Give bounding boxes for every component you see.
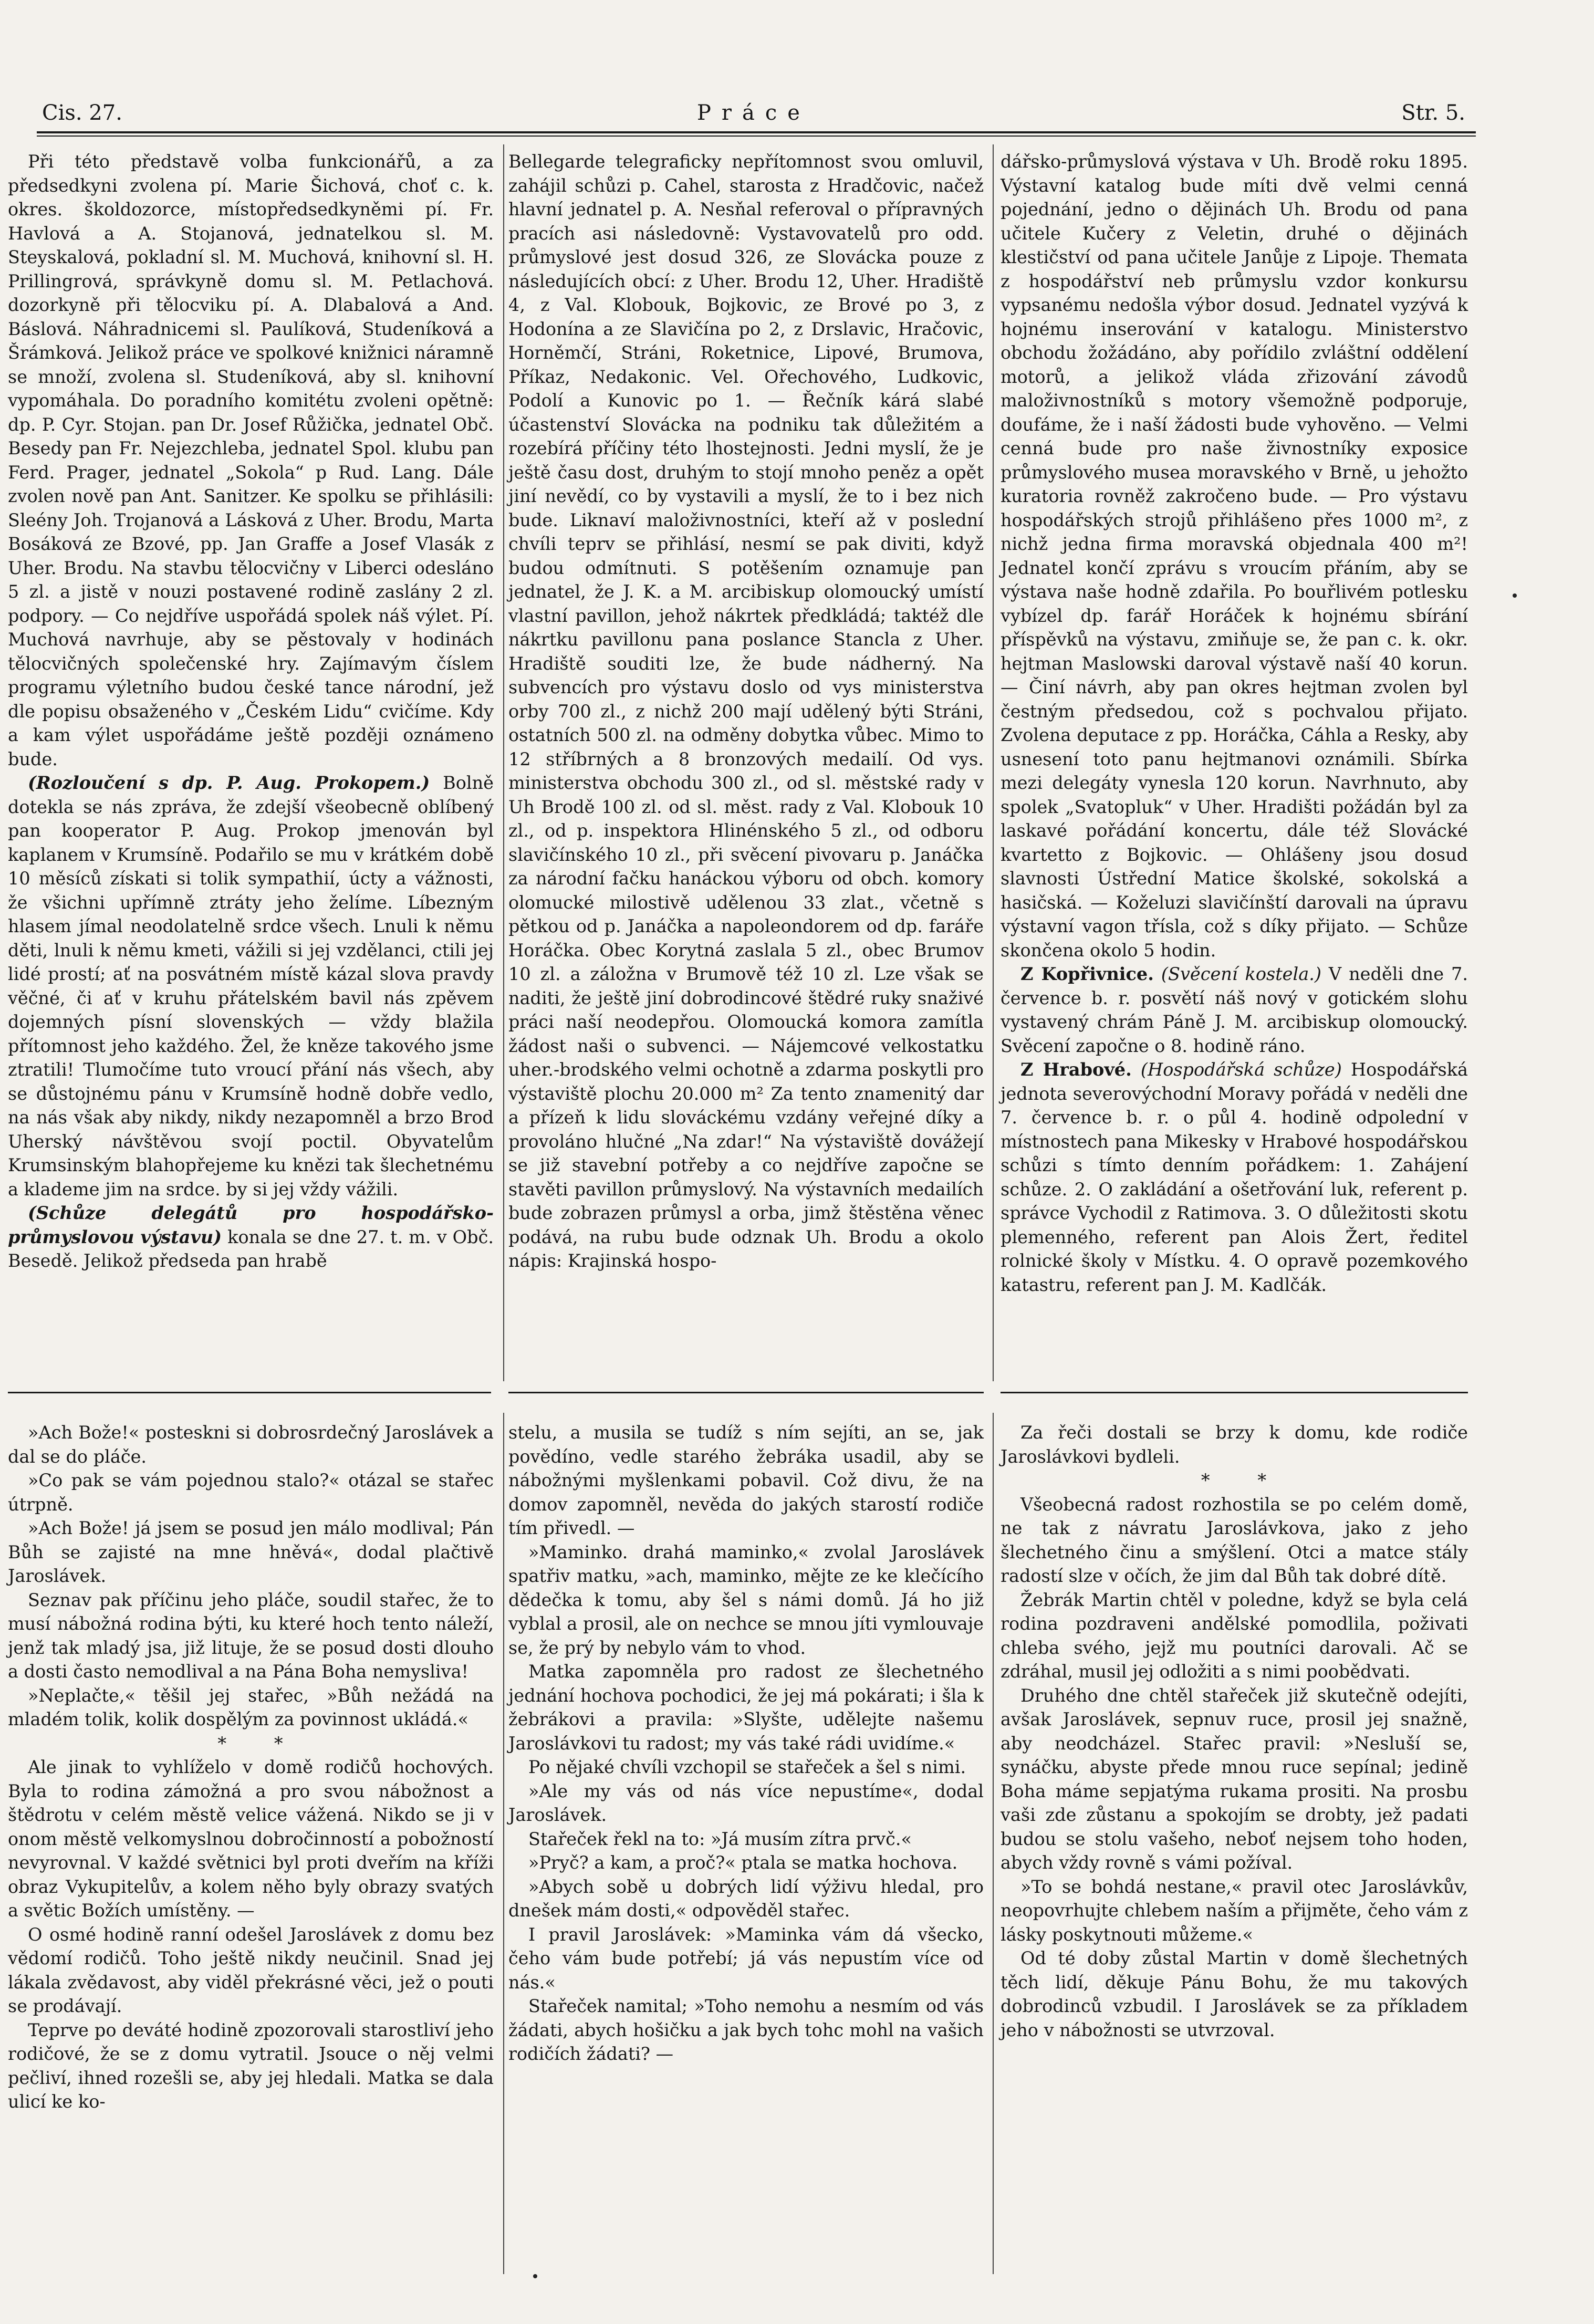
paragraph-text: I pravil Jaroslávek: »Maminka vám dá všecko, čeho vám bude potřebí; já vás nepustím více od nás.« <box>508 1924 984 1993</box>
section-rule <box>508 1392 984 1393</box>
column-divider <box>993 144 994 1381</box>
paragraph-text: »Ach Bože! já jsem se posud jen málo modlival; Pán Bůh se zajisté na mne hněvá«, dodal plačtivě Jaroslávek. <box>8 1518 494 1586</box>
paragraph <box>508 1851 984 1875</box>
paragraph-text: dářsko-průmyslová výstava v Uh. Brodě roku 1895. Výstavní katalog bude míti dvě velmi cenná pojednání, jedno o dějinách Uh. Brodu od pana učitele Kučery z Veletin, druhé o dějinách klestičství od pana učitele Janůje z Lipoje. Themata z hospodářství neb průmyslu vzdor konkursu vypsanému nedošla výbor dosud. Jednatel vyzývá k hojnému inserování v katalogu. Ministerstvo obchodu žožádáno, aby pořídilo zvláštní oddělení motorů, a jelikož vláda zřizování závodů maloživnostníků s motory všemožně podporuje, doufáme, že i naší žádosti bude vyhověno. — Velmi cenná bude pro naše živnostníky exposice průmyslového musea moravského v Brně, u jehožto kuratoria rovněž zakročeno bude. — Pro výstavu hospodářských strojů přihlášeno přes 1000 m², z nichž jedna firma moravská objednala 400 m²! Jednatel končí zprávu s vroucím přáním, aby se výstava naše hodně zdařila. Po bouřlivém potlesku vybízel dp. farář Horáček k hojnému sbírání příspěvků na výstavu, zmiňuje se, že pan c. k. okr. hejtman Maslowski daroval výstavě naší 40 korun. — Činí návrh, aby pan okres hejtman zvolen byl čestným předsedou, což s pochvalou přijato. Zvolena deputace z pp. Horáčka, Cáhla a Resky, aby usnesení toto panu hejtmanovi oznámili. Sbírka mezi delegáty vynesla 120 korun. Navrhnuto, aby spolek „Svatopluk“ v Uher. Hradišti požádán byl za laskavé pořádání koncertu, dále též Slovácké kvartetto z Bojkovic. — Ohlášeny jsou dosud slavnosti Ústřední Matice školské, sokolská a hasičská. — Koželuzi slavičínští darovali na úpravu výstavní vagon třísla, což s díky přijato. — Schůze skončena okolo 5 hodin. <box>1001 151 1468 961</box>
paragraph-lead: Z Kopřivnice. <box>1020 964 1154 984</box>
paragraph <box>8 771 494 1201</box>
paragraph <box>8 1923 494 2018</box>
paragraph <box>1001 1493 1468 1588</box>
paragraph-text: * * <box>1201 1470 1288 1491</box>
paragraph-text: »Maminko. drahá maminko,« zvolal Jaroslávek spatřiv matku, »ach, maminko, mějte ze ke klečícího dědečka k tomu, aby šel s námi domů. Já ho již vyblal a prosil, ale on nechce se mnou jíti vymlouvaje se, že prý by nebylo vám to vhod. <box>508 1541 984 1658</box>
paragraph-text: »Ale my vás od nás více nepustíme«, dodal Jaroslávek. <box>508 1780 984 1825</box>
page-number: Str. 5. <box>1401 101 1465 125</box>
header-rule <box>37 131 1476 137</box>
paragraph-text: »Ach Bože!« posteskni si dobrosrdečný Jaroslávek a dal se do pláče. <box>8 1422 494 1467</box>
paragraph <box>508 1540 984 1660</box>
section-rule <box>8 1392 491 1393</box>
paragraph-text: Od té doby zůstal Martin v domě šlechetných těch lidí, děkuje Pánu Bohu, že mu takových dobrodinců vzbudil. I Jaroslávek se za příkladem jeho v nábožnosti se utvrzoval. <box>1001 1948 1468 2040</box>
paragraph-text: »Abych sobě u dobrých lidí výživu hledal, pro dnešek mám dosti,« odpověděl stařec. <box>508 1876 984 1921</box>
column-divider <box>993 1413 994 2274</box>
paragraph-text: Teprve po deváté hodině zpozorovali starostliví jeho rodičové, že se z domu vytratil. Jsouce o něj velmi pečliví, ihned rozešli se, aby jej hledali. Matka se dala ulicí ke ko- <box>8 2019 494 2112</box>
paragraph <box>8 150 494 771</box>
paragraph-text: Ale jinak to vyhlíželo v domě rodičů hochových. Byla to rodina zámožná a pro svou nábožnost a štědrotu v celém městě velice vážená. Nikdo se ji v onom městě velkomyslnou dobročinností a pobožností nevyrovnal. V každé světnici byl proti dveřím na kříži obraz Vykupitelův, a kolem něho byly obrazy svatých a světic Božích umístěny. — <box>8 1757 494 1921</box>
top-column-3 <box>1001 150 1468 1297</box>
story-column-2 <box>508 1421 984 2066</box>
paragraph-text: konala se dne 27. t. m. v Obč. Besedě. Jelikož předseda pan hrabě <box>8 1226 494 1271</box>
paragraph <box>1001 1421 1468 1468</box>
paragraph <box>8 2018 494 2114</box>
newspaper-title: Práce <box>697 101 810 125</box>
paragraph-lead: Z Hrabové. <box>1020 1059 1132 1080</box>
paragraph <box>508 1421 984 1540</box>
paragraph-lead: (Rozloučení s dp. P. Aug. Prokopem.) <box>28 773 430 793</box>
top-column-1 <box>8 150 494 1273</box>
paragraph <box>1001 962 1468 1058</box>
section-rule <box>1001 1392 1468 1393</box>
paragraph <box>508 1875 984 1923</box>
paragraph <box>508 1660 984 1755</box>
paragraph <box>1001 150 1468 962</box>
paragraph <box>1001 1684 1468 1875</box>
paragraph <box>508 1827 984 1851</box>
paragraph-text: Druhého dne chtěl stařeček již skutečně odejíti, avšak Jaroslávek, sepnuv ruce, prosil jej snažně, aby neodcházel. Stařec pravil: »Nesluší se, synáčku, abyste přede mnou ruce sepínal; jedině Boha máme sepjatýma rukama prositi. Na prosbu vaši zde zůstanu a spokojím se drobty, jež padati budou se stolu vašeho, neboť nejsem toho hoden, abych vždy rovně s vámi požíval. <box>1001 1685 1468 1873</box>
paragraph <box>1001 1875 1468 1947</box>
print-speck <box>1513 593 1517 598</box>
print-speck <box>533 2274 537 2278</box>
paragraph-text: »Pryč? a kam, a proč?« ptala se matka hochova. <box>528 1852 958 1873</box>
paragraph <box>508 150 984 1273</box>
story-column-1 <box>8 1421 494 2114</box>
masthead <box>37 95 1471 131</box>
paragraph <box>508 1779 984 1827</box>
paragraph <box>8 1755 494 1923</box>
paragraph-text: V neděli dne 7. července b. r. posvětí náš nový v gotickém slohu vystavený chrám Páně J. M. arcibiskup olomoucký. Svěcení započne o 8. hodině ráno. <box>1001 964 1468 1056</box>
paragraph-text: Stařeček řekl na to: »Já musím zítra prvč.« <box>528 1828 912 1849</box>
paragraph-text: O osmé hodině ranní odešel Jaroslávek z domu bez vědomí rodičů. Toho ještě nikdy neučinil. Snad jej lákala zvědavost, aby viděl překrásné věci, jež o pouti se prodávají. <box>8 1924 494 2016</box>
paragraph <box>8 1201 494 1273</box>
paragraph-text: Všeobecná radost rozhostila se po celém domě, ne tak z návratu Jaroslávkova, jako z jeho šlechetného činu a smýšlení. Otci a matce stály radostí slze v očích, že jim dal Bůh tak dobré dítě. <box>1001 1494 1468 1586</box>
paragraph-lead: (Schůze delegátů pro hospodářsko-průmyslovou výstavu) <box>8 1203 494 1247</box>
issue-number: Cis. 27. <box>42 101 122 125</box>
story-column-3 <box>1001 1421 1468 2042</box>
section-separator <box>8 1732 494 1756</box>
paragraph <box>8 1588 494 1684</box>
paragraph-text: Hospodářská jednota severovýchodní Moravy pořádá v neděli dne 7. července b. r. o půl 4. hodině odpolední v místnostech pana Mikesky v Hrabové hospodářskou schůzi s tímto denním pořádkem: 1. Zahájení schůze. 2. O zakládání a ošetřování luk, referent p. správce Vychodil z Ratimova. 3. O důležitosti skotu plemenného, referent pan Alois Žert, ředitel rolnické školy v Místku. 4. O opravě pozemkového katastru, referent pan J. M. Kadlčák. <box>1001 1059 1468 1295</box>
paragraph-text: * * <box>217 1733 304 1754</box>
paragraph-text: »Co pak se vám pojednou stalo?« otázal se stařec útrpně. <box>8 1470 494 1515</box>
paragraph-text: »To se bohdá nestane,« pravil otec Jaroslávkův, neopovrhujte chlebem naším a přijměte, čeho vám z lásky poskytnouti můžeme.« <box>1001 1876 1468 1945</box>
paragraph <box>8 1684 494 1732</box>
paragraph <box>1001 1946 1468 2042</box>
top-column-2 <box>508 150 984 1273</box>
paragraph-text: Seznav pak příčinu jeho pláče, soudil stařec, že to musí nábožná rodina býti, ku které hoch tento náleží, jenž tak mladý jsa, již lituje, že se posud dosti dlouho a dosti často nemodlival a na Pána Boha nemysliva! <box>8 1589 494 1682</box>
paragraph-text: Stařeček namital; »Toho nemohu a nesmím od vás žádati, abych hošičku a jak bych tohc mohl na vašich rodičích žádati? — <box>508 1996 984 2064</box>
paragraph-text: Za řeči dostali se brzy k domu, kde rodiče Jaroslávkovi bydleli. <box>1001 1422 1468 1467</box>
paragraph <box>1001 1058 1468 1297</box>
paragraph-text: Po nějaké chvíli vzchopil se stařeček a šel s nimi. <box>528 1757 966 1777</box>
paragraph <box>508 1755 984 1779</box>
column-divider <box>503 1413 504 2274</box>
paragraph-text: Při této představě volba funkcionářů, a za předsedkyni zvolena pí. Marie Šichová, choť c. k. okres. školdozorce, místopředsedkyněmi pí. Fr. Havlová a A. Stojanová, jednatelkou sl. M. Steyskalová, pokladní sl. M. Muchová, knihovní sl. H. Prillingrová, správkyně domu sl. M. Petlachová. dozorkyně při tělocviku pí. A. Dlabalová a And. Báslová. Náhradnicemi sl. Paulíková, Studeníková a Šrámková. Jelikož práce ve spolkové knižnici náramně se množí, zvolena sl. Studeníková, aby sl. knihovní vypomáhala. Do poradního komitétu zvoleni opětně: dp. P. Cyr. Stojan. pan Dr. Josef Růžička, jednatel Obč. Besedy pan Fr. Nejezchleba, jednatel Spol. klubu pan Ferd. Prager, jednatel „Sokola“ p Rud. Lang. Dále zvolen nově pan Ant. Sanitzer. Ke spolku se přihlásili: Sleény Joh. Trojanová a Lásková z Uher. Brodu, Marta Bosáková ze Bzové, pp. Jan Graffe a Josef Vlasák z Uher. Brodu. Na stavbu tělocvičny v Liberci odesláno 5 zl. a jistě v nouzi postavené rodině zaslány 2 zl. podpory. — Co nejdříve uspořádá spolek náš výlet. Pí. Muchová navrhuje, aby se pěstovaly v hodinách tělocvičných společenské hry. Zajímavým číslem programu výletního budou české tance národní, jež dle popisu obsaženého v „Českém Lidu“ cvičíme. Kdy a kam výlet uspořádáme ještě později oznámeno bude. <box>8 151 494 769</box>
paragraph-text: Matka zapomněla pro radost ze šlechetného jednání hochova pochodici, že jej má pokárati; i šla k žebrákovi a pravila: »Slyšte, udělejte našemu Jaroslávkovi tu radost; my vás také rádi uvidíme.« <box>508 1661 984 1754</box>
paragraph <box>508 1923 984 1995</box>
paragraph <box>8 1468 494 1516</box>
paragraph-subtitle: (Hospodářská schůze) <box>1140 1059 1342 1080</box>
paragraph-text: Bellegarde telegraficky nepřítomnost svou omluvil, zahájil schůzi p. Cahel, starosta z Hradčovic, načež hlavní jednatel p. A. Nesňal referoval o přípravných pracích asi následovně: Vystavovatelů pro odd. průmyslové jest dosud 326, ze Slovácka pouze z následujících obcí: z Uher. Brodu 12, Uher. Hradiště 4, z Val. Klobouk, Bojkovic, ze Brové po 3, z Hodonína a ze Slavičína po 2, z Drslavic, Hračovic, Horněmčí, Stráni, Roketnice, Lipové, Brumova, Příkaz, Nedakonic. Vel. Ořechového, Ludkovic, Podolí a Kunovic po 1. — Řečník kárá slabé účastenství Slovácka na podniku tak důležitém a rozebírá příčiny této lhostejnosti. Jedni myslí, že je ještě času dost, druhým to stojí mnoho peněz a opět jiní nevědí, co by vystavili a myslí, že to i bez nich bude. Liknaví maloživnostníci, kteří až v poslední chvíli teprv se přihlásí, nesmí se pak diviti, když budou odmítnuti. S potěšením oznamuje pan jednatel, že J. K. a M. arcibiskup olomoucký umístí vlastní pavillon, jehož nákrtek předkládá; taktéž dle nákrtku pavillonu pana poslance Stancla z Uher. Hradiště souditi lze, že bude nádherný. Na subvencích pro výstavu doslo od vys ministerstva orby 700 zl., z nichž 200 mají udělený býti Stráni, ostatních 500 zl. na odměny dobytka vůbec. Mimo to 12 stříbrných a 8 bronzových medailí. Od vys. ministerstva obchodu 300 zl., od sl. městské rady v Uh Brodě 100 zl. od sl. měst. rady z Val. Klobouk 10 zl., od p. inspektora Hlinénského 5 zl., od odboru slavičínského 10 zl., při svěcení pivovaru p. Janáčka za národní fačku hanáckou výboru od obch. komory olomucké milostivě udělenou 33 zlat., včetně s pětkou od p. Janáčka a napoleondorem od dp. faráře Horáčka. Obec Korytná zaslala 5 zl., obec Brumov 10 zl. a záložna v Brumově též 10 zl. Lze však se naditi, že ještě jiní dobrodincové štědré ruky snaživé práci naší neodepřou. Olomoucká komora zamítla žádost naši o subvenci. — Nájemcové velkostatku uher.-brodského velmi ochotně a zdarma poskytli pro výstaviště plochu 20.000 m² Za tento znamenitý dar a přízeň k lidu slováckému vzdány veřejné díky a provoláno hlučné „Na zdar!“ Na výstaviště dovážejí se již stavební potřeby a co nejdříve započne se stavěti pavillon průmyslový. Na výstavních medailích bude zobrazen průmysl a orba, jimž štěstěna věnec podává, na rubu bude odznak Uh. Brodu a okolo nápis: Krajinská hospo- <box>508 151 984 1271</box>
paragraph-text: stelu, a musila se tudíž s ním sejíti, an se, jak povědíno, vedle starého žebráka usadil, aby se nábožnými myšlenkami pobavil. Což divu, že na domov zapomněl, nevěda do jakých starostí rodiče tím přivedl. — <box>508 1422 984 1538</box>
paragraph-text: Bolně dotekla se nás zpráva, že zdejší všeobecně oblíbený pan kooperator P. Aug. Prokop jmenován byl kaplanem v Krumsíně. Podařilo se mu v krátkém době 10 měsíců získati si tolik sympathií, úcty a vážnosti, že všichni upřímně ztráty jeho želíme. Líbezným hlasem jímal neodolatelně srdce všech. Lnuli k němu děti, lnuli k němu kmeti, vážili si jej vzdělanci, ctili jej lidé prostí; ať na posvátném místě kázal slova pravdy věčné, či ať v kruhu přátelském bavil nás zpěvem dojemných písní slovenských — vždy blažila přítomnost jeho každého. Žel, že kněze takového jsme ztratili! Tlumočíme tuto vroucí přání nás všech, aby se důstojnému pánu v Krumsíně hodně dobře vedlo, na nás však aby nikdy, nikdy nezapomněl a brzo Brod Uherský návštěvou svojí poctil. Obyvatelům Krumsinským blahopřejeme ku knězi tak šlechetnému a klademe jim na srdce. by si jej vždy vážili. <box>8 773 494 1200</box>
paragraph <box>8 1421 494 1468</box>
section-separator <box>1001 1468 1468 1493</box>
paragraph-text: »Neplačte,« těšil jej stařec, »Bůh nežádá na mladém tolik, kolik dospělým za povinnost ukládá.« <box>8 1685 494 1729</box>
paragraph <box>508 1994 984 2066</box>
paragraph-subtitle: (Svěcení kostela.) <box>1161 964 1321 984</box>
paragraph <box>8 1516 494 1588</box>
paragraph-text: Žebrák Martin chtěl v poledne, když se byla celá rodina pozdraveni andělské pomodlila, poživati chleba svého, jejž mu poutníci darovali. Ač se zdráhal, musil jej odložiti a s nimi poobědvati. <box>1001 1589 1468 1682</box>
column-divider <box>503 144 504 1381</box>
paragraph <box>1001 1588 1468 1684</box>
